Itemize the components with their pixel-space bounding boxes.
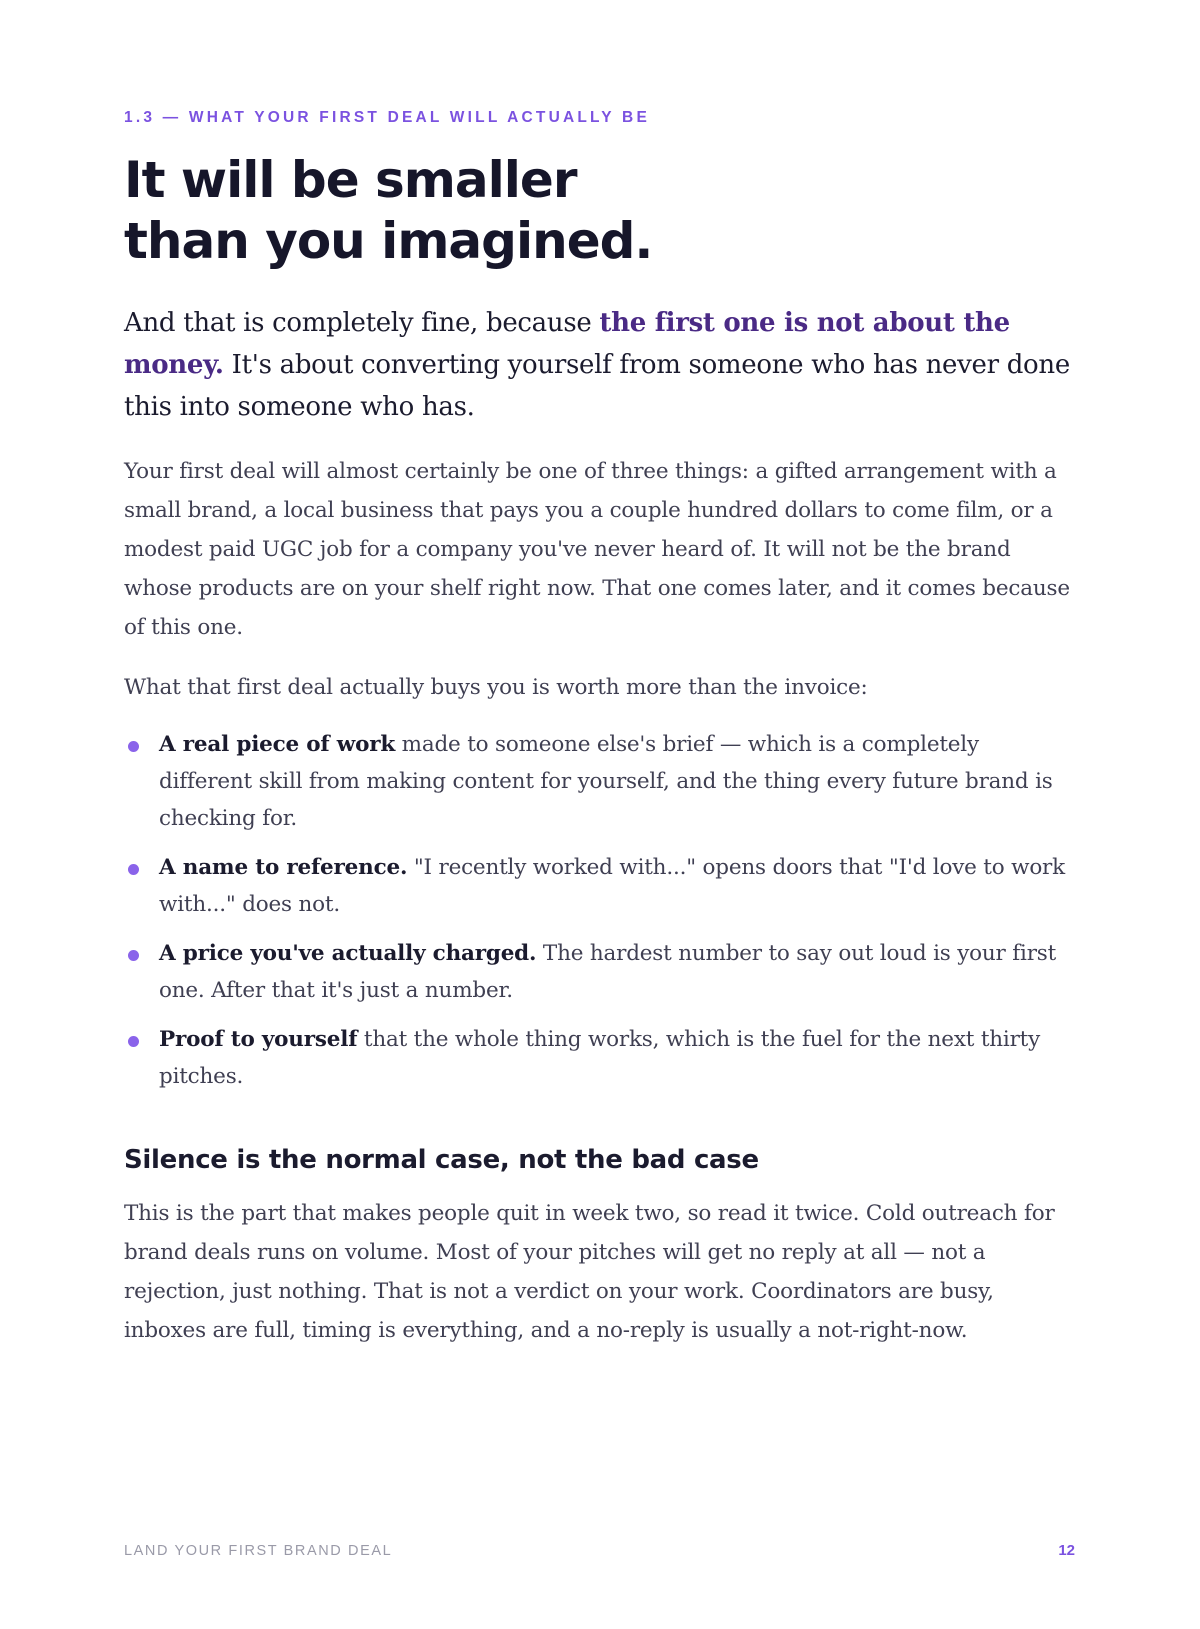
section-eyebrow: 1.3 — WHAT YOUR FIRST DEAL WILL ACTUALLY BE: [124, 109, 650, 126]
list-item-text: The hardest number to say out loud is your first one. After that it's just a number.: [159, 941, 1057, 1003]
page-title-line-1: It will be smaller: [124, 151, 577, 209]
list-item-text: made to someone else's brief — which is a completely different skill from making content for yourself, and the thing every future brand is checking for.: [159, 732, 1053, 831]
bullet-dot-icon: [128, 741, 139, 752]
list-item: [124, 849, 1074, 923]
lead-text-before: And that is completely fine, because: [124, 308, 600, 338]
list-item-strong: A price you've actually charged.: [159, 941, 537, 966]
lead-highlight: the first one is not about the money.: [124, 308, 1010, 380]
list-item: [124, 935, 1074, 1009]
list-item-strong: Proof to yourself: [159, 1027, 358, 1052]
list-item: [124, 1021, 1074, 1095]
footer-book-title: LAND YOUR FIRST BRAND DEAL: [124, 1543, 393, 1559]
body-paragraph-1: Your first deal will almost certainly be one of three things: a gifted arrangement with a small brand, a local business that pays you a couple hundred dollars to come film, or a modest paid UGC job for a company you've never heard of. It will not be the brand whose products are on your shelf right now. That one comes later, and it comes because of this one.: [124, 459, 1070, 640]
list-item-text: that the whole thing works, which is the fuel for the next thirty pitches.: [159, 1027, 1041, 1089]
list-item: [124, 726, 1074, 837]
subsection-paragraph: This is the part that makes people quit in week two, so read it twice. Cold outreach for brand deals runs on volume. Most of your pitches will get no reply at all — not a rejection, just nothing. That is not a verdict on your work. Coordinators are busy, inboxes are full, timing is everything, and a no-reply is usually a not-right-now.: [124, 1201, 1055, 1343]
page-number: 12: [1058, 1542, 1075, 1559]
list-item-strong: A real piece of work: [159, 732, 396, 757]
bullet-dot-icon: [128, 1036, 139, 1047]
list-item-strong: A name to reference.: [159, 855, 408, 880]
body-paragraph-2: What that first deal actually buys you is worth more than the invoice:: [124, 675, 868, 700]
benefits-list: [124, 726, 1074, 1107]
page-title: [124, 150, 652, 272]
page-title-line-2: than you imagined.: [124, 212, 653, 270]
lead-text-after: It's about converting yourself from someone who has never done this into someone who has.: [124, 350, 1070, 422]
lead-paragraph: [124, 302, 1074, 428]
bullet-dot-icon: [128, 864, 139, 875]
subsection-heading: Silence is the normal case, not the bad case: [124, 1145, 759, 1175]
list-item-text: "I recently worked with..." opens doors that "I'd love to work with..." does not.: [159, 855, 1065, 917]
bullet-dot-icon: [128, 950, 139, 961]
